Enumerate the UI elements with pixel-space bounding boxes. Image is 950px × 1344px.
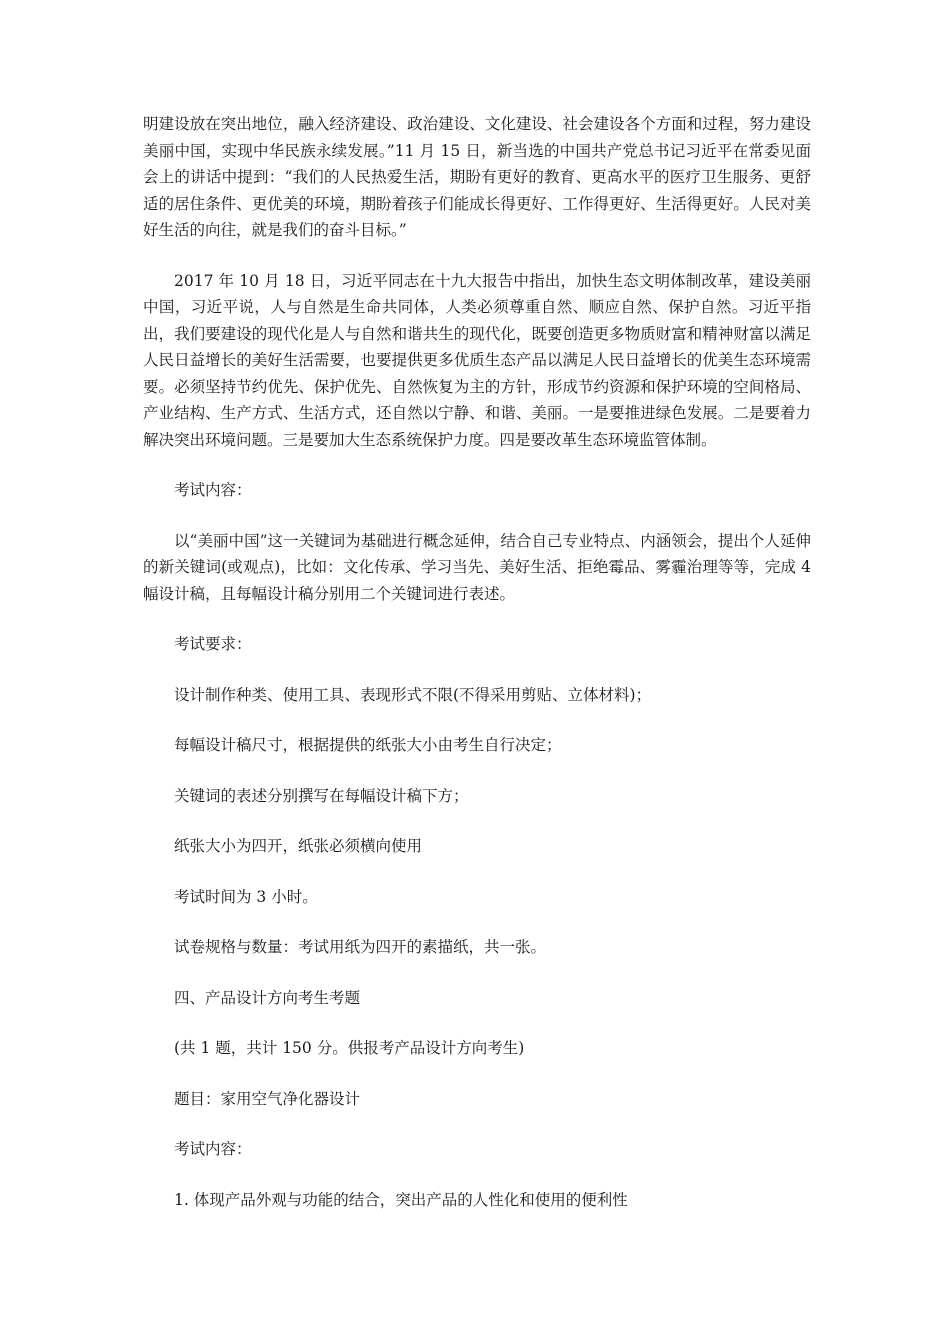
requirement-line: 每幅设计稿尺寸，根据提供的纸张大小由考生自行决定； — [174, 736, 562, 754]
heading-exam-content: 考试内容： — [174, 481, 252, 499]
heading-exam-requirements: 考试要求： — [174, 635, 252, 653]
exam-content-item: 1. 体现产品外观与功能的结合，突出产品的人性化和使用的便利性 — [174, 1190, 628, 1209]
topic-title: 题目：家用空气净化器设计 — [174, 1089, 361, 1108]
paragraph-19th-congress: 2017 年 10 月 18 日，习近平同志在十九大报告中指出，加快生态文明体制改革，建设美丽中国，习近平说，人与自然是生命共同体，人类必须尊重自然、顺应自然、保护自然。习近平指出，我们要建设的现代化是人与自然和谐共生的现代化，既要创造更多物质财富和精神财富以满足人民日益增长的美好生活需要，也要提供更多优质生态产品以满足人民日益增长的优美生态环境需要。必须坚持节约优先、保护优先、自然恢复为主的方针，形成节约资源和保护环境的空间格局、产业结构、生产方式、生活方式，还自然以宁静、和谐、美丽。一是要推进绿色发展。二是要着力解决突出环境问题。三是要加大生态系统保护力度。四是要改革生态环境监管体制。 — [143, 271, 811, 449]
paragraph-beautiful-china-intro: 明建设放在突出地位，融入经济建设、政治建设、文化建设、社会建设各个方面和过程，努力建设美丽中国，实现中华民族永续发展。”11 月 15 日，新当选的中国共产党总书记习近平在常委见面会上的讲话中提到：“我们的人民热爱生活，期盼有更好的教育、更高水平的医疗卫生服务、更舒适的居住条件、更优美的环境，期盼着孩子们能成长得更好、工作得更好、生活得更好。人民对美好生活的向往，就是我们的奋斗目标。” — [143, 115, 811, 239]
requirement-line: 关键词的表述分别撰写在每幅设计稿下方； — [174, 786, 469, 805]
paragraph-gap — [143, 453, 811, 477]
paragraph-gap — [143, 607, 811, 631]
paragraph-exam-content: 以“美丽中国”这一关键词为基础进行概念延伸，结合自己专业特点、内涵领会，提出个人延伸的新关键词(或观点)，比如：文化传承、学习当先、美好生活、拒绝霉品、雾霾治理等等，完成 4 幅设计稿，且每幅设计稿分别用二个关键词进行表述。 — [143, 531, 811, 603]
section-note: (共 1 题，共计 150 分。供报考产品设计方向考生) — [174, 1039, 525, 1057]
section-heading-product-design: 四、产品设计方向考生考题 — [174, 988, 361, 1007]
requirement-line: 试卷规格与数量：考试用纸为四开的素描纸，共一张。 — [174, 938, 547, 956]
paragraph-gap — [143, 504, 811, 528]
heading-exam-content-2: 考试内容： — [174, 1140, 252, 1158]
requirement-line: 纸张大小为四开，纸张必须横向使用 — [174, 837, 423, 855]
requirement-line: 考试时间为 3 小时。 — [174, 887, 318, 906]
paragraph-gap — [143, 244, 811, 268]
requirement-line: 设计制作种类、使用工具、表现形式不限(不得采用剪贴、立体材料)； — [174, 685, 652, 704]
document-body — [143, 111, 811, 1213]
